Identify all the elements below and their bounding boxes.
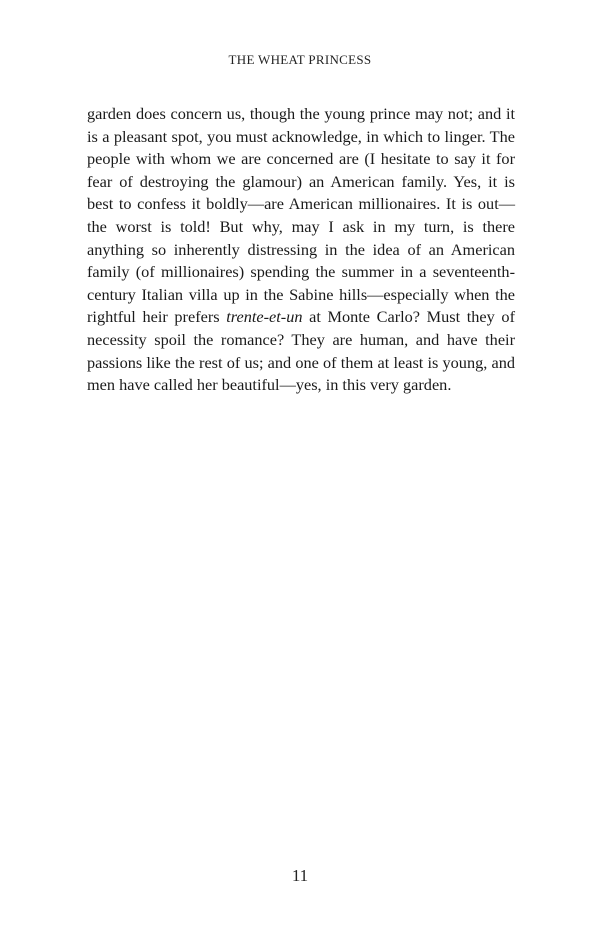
page-number: 11 — [291, 866, 309, 885]
paragraph-text-end: at Monte Carlo? Must they of necessity spoil the romance? They are human, and have their passions like the rest of us; and one of them at least is young, and men have called her beautiful—yes, in this very garden. — [87, 307, 515, 395]
paragraph — [87, 103, 515, 397]
italic-phrase: trente-et-un — [226, 307, 303, 327]
paragraph-text-start: garden does concern us, though the young prince may not; and it is a pleasant spot, you must acknowledge, in which to linger. The people with whom we are concerned are (I hesitate to say it for fear of destroying the glamour) an American family. Yes, it is best to confess it boldly—are American millionaires. It is out—the worst is told! But why, may I ask in my turn, is there anything so inherently distressing in the idea of an American family (of millionaires) spending the summer in a seventeenth-century Italian villa up in the Sabine hills—especially when the rightful heir prefers — [87, 104, 515, 327]
running-head: THE WHEAT PRINCESS — [228, 52, 372, 67]
body-text — [87, 103, 515, 397]
